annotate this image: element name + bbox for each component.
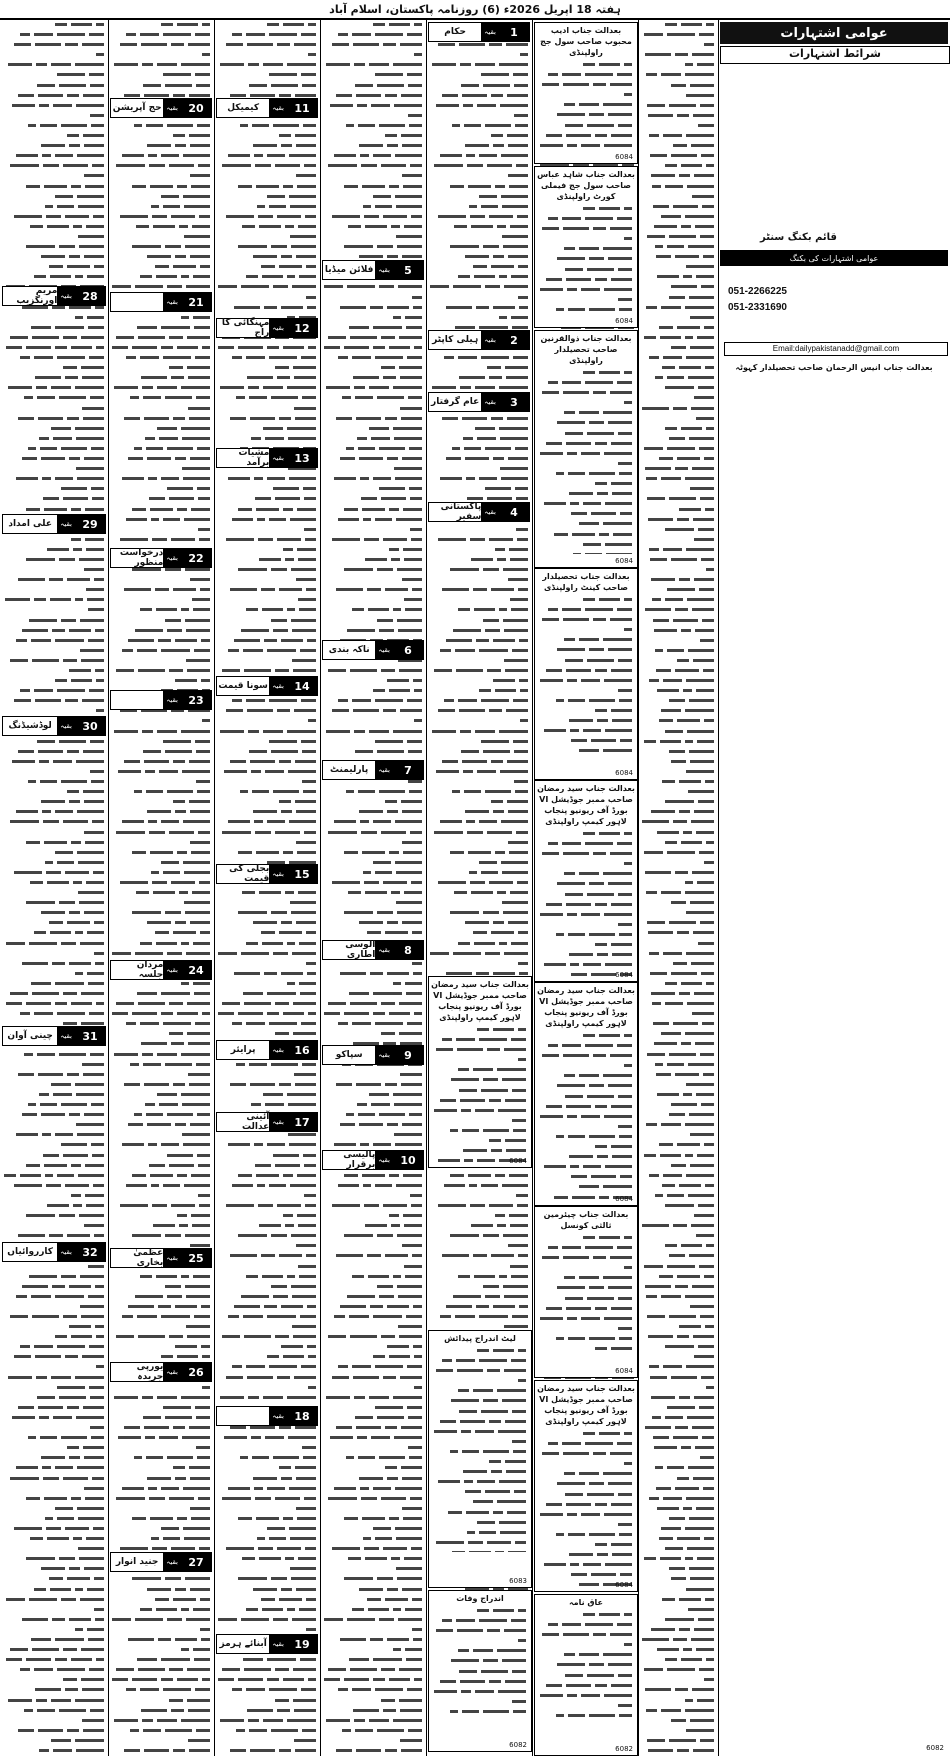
baqia-label: بقیہ [269, 1113, 287, 1131]
section-title: پارلیمنٹ [330, 765, 369, 775]
phone-2: 051-2331690 [728, 302, 787, 313]
baqia-label: بقیہ [57, 287, 75, 305]
section-header-24 [110, 960, 212, 980]
section-number: 30 [75, 717, 105, 735]
section-title: پاکستانی سفیر [440, 502, 482, 522]
section-title: ناکہ بندی [328, 645, 370, 655]
section-header-26 [110, 1362, 212, 1382]
section-header-4 [428, 502, 530, 522]
text-column-3 [216, 20, 318, 1756]
text-column-1 [2, 20, 106, 1756]
baqia-label: بقیہ [163, 99, 181, 117]
section-title: مردان جلسہ [136, 960, 164, 980]
section-title: یورپی جریدہ [136, 1362, 164, 1382]
baqia-label: بقیہ [163, 1249, 181, 1267]
section-title: پرایئر [230, 1045, 256, 1055]
section-title [111, 691, 163, 709]
baqia-label: بقیہ [57, 1243, 75, 1261]
section-title: عام گرفتار [431, 397, 480, 407]
section-title: علی امداد [8, 519, 52, 529]
section-number: 32 [75, 1243, 105, 1261]
section-number: 22 [181, 549, 211, 567]
section-header-9 [322, 1045, 424, 1065]
section-header-17 [216, 1112, 318, 1132]
phone-1: 051-2266225 [728, 286, 787, 297]
court-ad-code: 6084 [615, 769, 633, 777]
baqia-label: بقیہ [269, 865, 287, 883]
court-ad-2 [534, 166, 638, 328]
baqia-label: بقیہ [375, 261, 393, 279]
section-number: 9 [393, 1046, 423, 1064]
section-header-2 [428, 330, 530, 350]
right-court-ad-title: بعدالت جناب انیس الرحمان صاحب تحصیلدار کہوٹہ [735, 363, 933, 372]
section-number: 1 [499, 23, 529, 41]
court-ad-5 [534, 780, 638, 982]
section-number: 20 [181, 99, 211, 117]
section-title [111, 293, 163, 311]
section-title: مریم اورنگزیب [16, 286, 58, 306]
court-ad-10 [428, 1330, 532, 1588]
section-number: 18 [287, 1407, 317, 1425]
court-ad-title: بعدالت جناب تحصیلدار صاحب کینٹ راولپنڈی [542, 572, 630, 592]
baqia-label: بقیہ [375, 1151, 393, 1169]
section-title: فلائن میڈیا [324, 265, 374, 275]
court-ad-title: لیٹ اندراج پیدائش [444, 1334, 516, 1343]
section-header-13 [216, 448, 318, 468]
baqia-label: بقیہ [269, 99, 287, 117]
section-number: 25 [181, 1249, 211, 1267]
booking-line: عوامی اشتہارات کی بکنگ [789, 253, 879, 263]
court-ad-title: بعدالت جناب ذوالقرنین صاحب تحصیلدار راولپنڈی [540, 334, 632, 365]
baqia-label: بقیہ [375, 941, 393, 959]
right-court-ad-code: 6082 [926, 1744, 944, 1752]
section-number: 15 [287, 865, 317, 883]
section-title: مشیات برآمد [238, 448, 270, 468]
court-ad-code: 6084 [615, 971, 633, 979]
section-number: 28 [75, 287, 105, 305]
baqia-label: بقیہ [269, 677, 287, 695]
baqia-label: بقیہ [481, 503, 499, 521]
court-ad-code: 6084 [615, 1367, 633, 1375]
section-header-30 [2, 716, 106, 736]
baqia-label: بقیہ [163, 549, 181, 567]
court-ad-body [535, 1610, 637, 1720]
section-title: پالیسی برقرار [343, 1150, 376, 1170]
section-number: 19 [287, 1635, 317, 1653]
section-number: 27 [181, 1553, 211, 1571]
section-header-3 [428, 392, 530, 412]
baqia-label: بقیہ [481, 23, 499, 41]
court-ad-4 [534, 568, 638, 780]
court-ad-title: بعدالت جناب سید رمضان صاحب ممبر جوڈیشل VI بورڈ آف ریونیو پنجاب لاہور کیمپ راولپنڈی [431, 980, 529, 1022]
section-header-27 [110, 1552, 212, 1572]
text-column-2 [110, 20, 212, 1756]
text-column-4 [322, 20, 424, 1756]
section-header-28 [2, 286, 106, 306]
section-number: 8 [393, 941, 423, 959]
court-ad-title: بعدالت جناب شاہد عباس صاحب سول جج فیملی کورٹ راولپنڈی [537, 170, 635, 201]
court-ad-8 [534, 1380, 638, 1592]
section-header-32 [2, 1242, 106, 1262]
court-ad-title: عاق نامہ [568, 1598, 604, 1607]
section-number: 3 [499, 393, 529, 411]
text-column-7 [640, 20, 716, 1756]
section-number: 5 [393, 261, 423, 279]
baqia-label: بقیہ [57, 1027, 75, 1045]
section-header-21 [110, 292, 212, 312]
court-ad-title: اندراج وفات [456, 1594, 504, 1603]
section-header-25 [110, 1248, 212, 1268]
section-header-20 [110, 98, 212, 118]
court-ad-body [535, 60, 637, 150]
section-title [217, 1407, 269, 1425]
section-number: 17 [287, 1113, 317, 1131]
baqia-label: بقیہ [269, 1407, 287, 1425]
baqia-label: بقیہ [269, 1041, 287, 1059]
baqia-label: بقیہ [269, 449, 287, 467]
baqia-label: بقیہ [163, 961, 181, 979]
section-title: ہیلی کاپٹر [432, 335, 479, 345]
section-title: درخواست منظور [119, 548, 164, 568]
section-number: 6 [393, 641, 423, 659]
section-number: 4 [499, 503, 529, 521]
court-ad-code: 6084 [615, 1581, 633, 1589]
section-header-11 [216, 98, 318, 118]
baqia-label: بقیہ [163, 1363, 181, 1381]
section-title: آبنائے ہرمز [219, 1639, 267, 1649]
section-header-7 [322, 760, 424, 780]
baqia-label: بقیہ [163, 691, 181, 709]
email: Email:dailypakistanadd@gmail.com [724, 342, 948, 356]
court-ad-title: بعدالت جناب سید رمضان صاحب ممبر جوڈیشل VI بورڈ آف ریونیو پنجاب لاہور کیمپ راولپنڈی [537, 1384, 635, 1426]
court-ad-body [535, 204, 637, 314]
section-title: کارروائیاں [7, 1247, 54, 1257]
baqia-label: بقیہ [163, 1553, 181, 1571]
section-title: الوسی اطاری [345, 940, 376, 960]
section-number: 10 [393, 1151, 423, 1169]
baqia-label: بقیہ [269, 319, 287, 337]
section-title: کیمیکل [227, 103, 260, 113]
section-number: 31 [75, 1027, 105, 1045]
court-ad-code: 6084 [615, 317, 633, 325]
section-number: 2 [499, 331, 529, 349]
section-title: سونا قیمت [218, 681, 268, 691]
court-ad-title: بعدالت جناب چیئرمین ثالثی کونسل [543, 1210, 629, 1230]
section-number: 29 [75, 515, 105, 533]
section-header-16 [216, 1040, 318, 1060]
section-header-1 [428, 22, 530, 42]
baqia-label: بقیہ [163, 293, 181, 311]
section-header-19 [216, 1634, 318, 1654]
court-ad-body [535, 1031, 637, 1203]
section-title: جنید انوار [115, 1557, 159, 1567]
court-ad-body [535, 368, 637, 554]
court-ad-body [429, 1025, 531, 1165]
right-court-ad [720, 360, 948, 1754]
section-number: 26 [181, 1363, 211, 1381]
section-header-5 [322, 260, 424, 280]
court-ad-body [429, 1606, 531, 1716]
court-ad-body [535, 595, 637, 755]
section-header-18 [216, 1406, 318, 1426]
court-ad-9 [428, 976, 532, 1168]
court-ad-code: 6082 [509, 1741, 527, 1749]
court-ad-title: بعدالت جناب سید رمضان صاحب ممبر جوڈیشل VI بورڈ آف ریونیو پنجاب لاہور کیمپ راولپنڈی [537, 986, 635, 1028]
baqia-label: بقیہ [481, 331, 499, 349]
conditions-title: شرائط اشتہارات [720, 46, 950, 64]
court-ad-11 [428, 1590, 532, 1752]
court-ad-body [535, 829, 637, 979]
court-ad-1 [534, 22, 638, 164]
court-ad-code: 6083 [509, 1577, 527, 1585]
section-title: لوڈشیڈنگ [8, 721, 52, 731]
public-ads-title: عوامی اشتہارات [720, 22, 948, 44]
section-header-29 [2, 514, 106, 534]
section-number: 11 [287, 99, 317, 117]
court-ad-body [535, 1233, 637, 1353]
section-title: حج آپریشن [112, 103, 162, 113]
booking-banner [720, 250, 948, 266]
court-ad-3 [534, 330, 638, 568]
section-number: 23 [181, 691, 211, 709]
court-ad-code: 6084 [615, 153, 633, 161]
baqia-label: بقیہ [57, 717, 75, 735]
dateline: ہفتہ 18 اپریل 2026ء (6) روزنامہ پاکستان، اسلام آباد [0, 0, 950, 20]
court-ad-12 [534, 1594, 638, 1756]
section-header-10 [322, 1150, 424, 1170]
baqia-label: بقیہ [481, 393, 499, 411]
section-title: عظمیٰ بخاری [133, 1248, 164, 1268]
section-number: 12 [287, 319, 317, 337]
section-header-31 [2, 1026, 106, 1046]
court-ad-code: 6082 [615, 1745, 633, 1753]
section-number: 16 [287, 1041, 317, 1059]
section-title: سپاکو [335, 1050, 363, 1060]
section-header-14 [216, 676, 318, 696]
court-ad-code: 6084 [615, 1195, 633, 1203]
booking-center: قائم بکنگ سنٹر [760, 232, 837, 243]
section-header-15 [216, 864, 318, 884]
court-ad-code: 6084 [509, 1157, 527, 1165]
section-header-23 [110, 690, 212, 710]
section-header-8 [322, 940, 424, 960]
section-number: 21 [181, 293, 211, 311]
court-ad-body [429, 1346, 531, 1552]
section-title: مہنگائی کا راج [221, 318, 270, 338]
court-ad-6 [534, 982, 638, 1206]
section-number: 13 [287, 449, 317, 467]
section-number: 7 [393, 761, 423, 779]
section-title: حکام [444, 27, 466, 37]
court-ad-7 [534, 1206, 638, 1378]
section-header-22 [110, 548, 212, 568]
baqia-label: بقیہ [375, 1046, 393, 1064]
section-title: چینی آوان [7, 1031, 53, 1041]
section-header-6 [322, 640, 424, 660]
court-ad-title: بعدالت جناب ادیب محبوب صاحب سول جج راولپنڈی [540, 26, 632, 57]
section-title: آئینی عدالت [241, 1112, 270, 1132]
baqia-label: بقیہ [57, 515, 75, 533]
baqia-label: بقیہ [375, 761, 393, 779]
court-ad-body [535, 1429, 637, 1589]
court-ad-title: بعدالت جناب سید رمضان صاحب ممبر جوڈیشل VI بورڈ آف ریونیو پنجاب لاہور کیمپ راولپنڈی [537, 784, 635, 826]
court-ad-code: 6084 [615, 557, 633, 565]
section-number: 24 [181, 961, 211, 979]
section-number: 14 [287, 677, 317, 695]
section-title: بجلی کی قیمت [229, 864, 270, 884]
section-header-12 [216, 318, 318, 338]
baqia-label: بقیہ [269, 1635, 287, 1653]
baqia-label: بقیہ [375, 641, 393, 659]
